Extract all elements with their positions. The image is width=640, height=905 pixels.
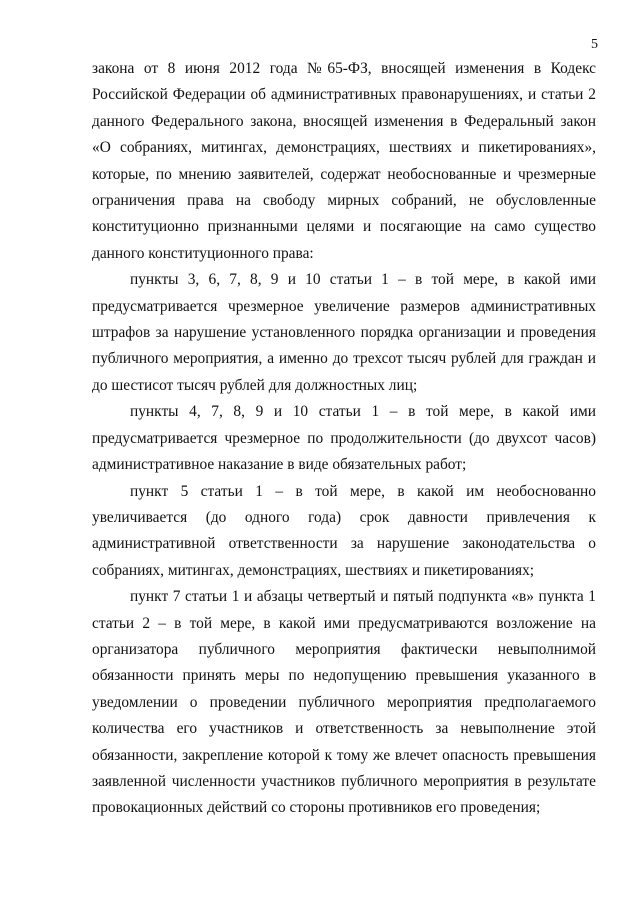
- paragraph-item-fines: пункты 3, 6, 7, 8, 9 и 10 статьи 1 – в той мере, в какой ими предусматривается чрезмерное увеличение размеров административных штрафов за нарушение установленного порядка организации и проведения публичного мероприятия, а именно до трехсот тысяч рублей для граждан и до шестисот тысяч рублей для должностных лиц;: [92, 271, 596, 394]
- document-body: [92, 56, 596, 822]
- paragraph-continuation: закона от 8 июня 2012 года №65-ФЗ, вносящей изменения в Кодекс Российской Федерации об административных правонарушениях, и статьи 2 данного Федерального закона, вносящей изменения в Федеральный закон «О собраниях, митингах, демонстрациях, шествиях и пикетированиях», которые, по мнению заявителей, содержат необоснованные и чрезмерные ограничения права на свободу мирных собраний, не обусловленные конституционно признанными целями и посягающие на само существо данного конституционного права:: [92, 60, 596, 262]
- paragraph-item-organizer-duties: пункт 7 статьи 1 и абзацы четвертый и пятый подпункта «в» пункта 1 статьи 2 – в той мере, в какой ими предусматриваются возложение на организатора публичного мероприятия фактически невыполнимой обязанности принять меры по недопущению превышения указанного в уведомлении о проведении публичного мероприятия предполагаемого количества его участников и ответственность за невыполнение этой обязанности, закрепление которой к тому же влечет опасность превышения заявленной численности участников публичного мероприятия в результате провокационных действий со стороны противников его проведения;: [92, 588, 596, 817]
- paragraph-item-limitation-period: пункт 5 статьи 1 – в той мере, в какой им необоснованно увеличивается (до одного года) срок давности привлечения к административной ответственности за нарушение законодательства о собраниях, митингах, демонстрациях, шествиях и пикетированиях;: [92, 482, 596, 579]
- paragraph-item-mandatory-work: пункты 4, 7, 8, 9 и 10 статьи 1 – в той мере, в какой ими предусматривается чрезмерное по продолжительности (до двухсот часов) административное наказание в виде обязательных работ;: [92, 403, 596, 474]
- page-number: 5: [591, 37, 598, 52]
